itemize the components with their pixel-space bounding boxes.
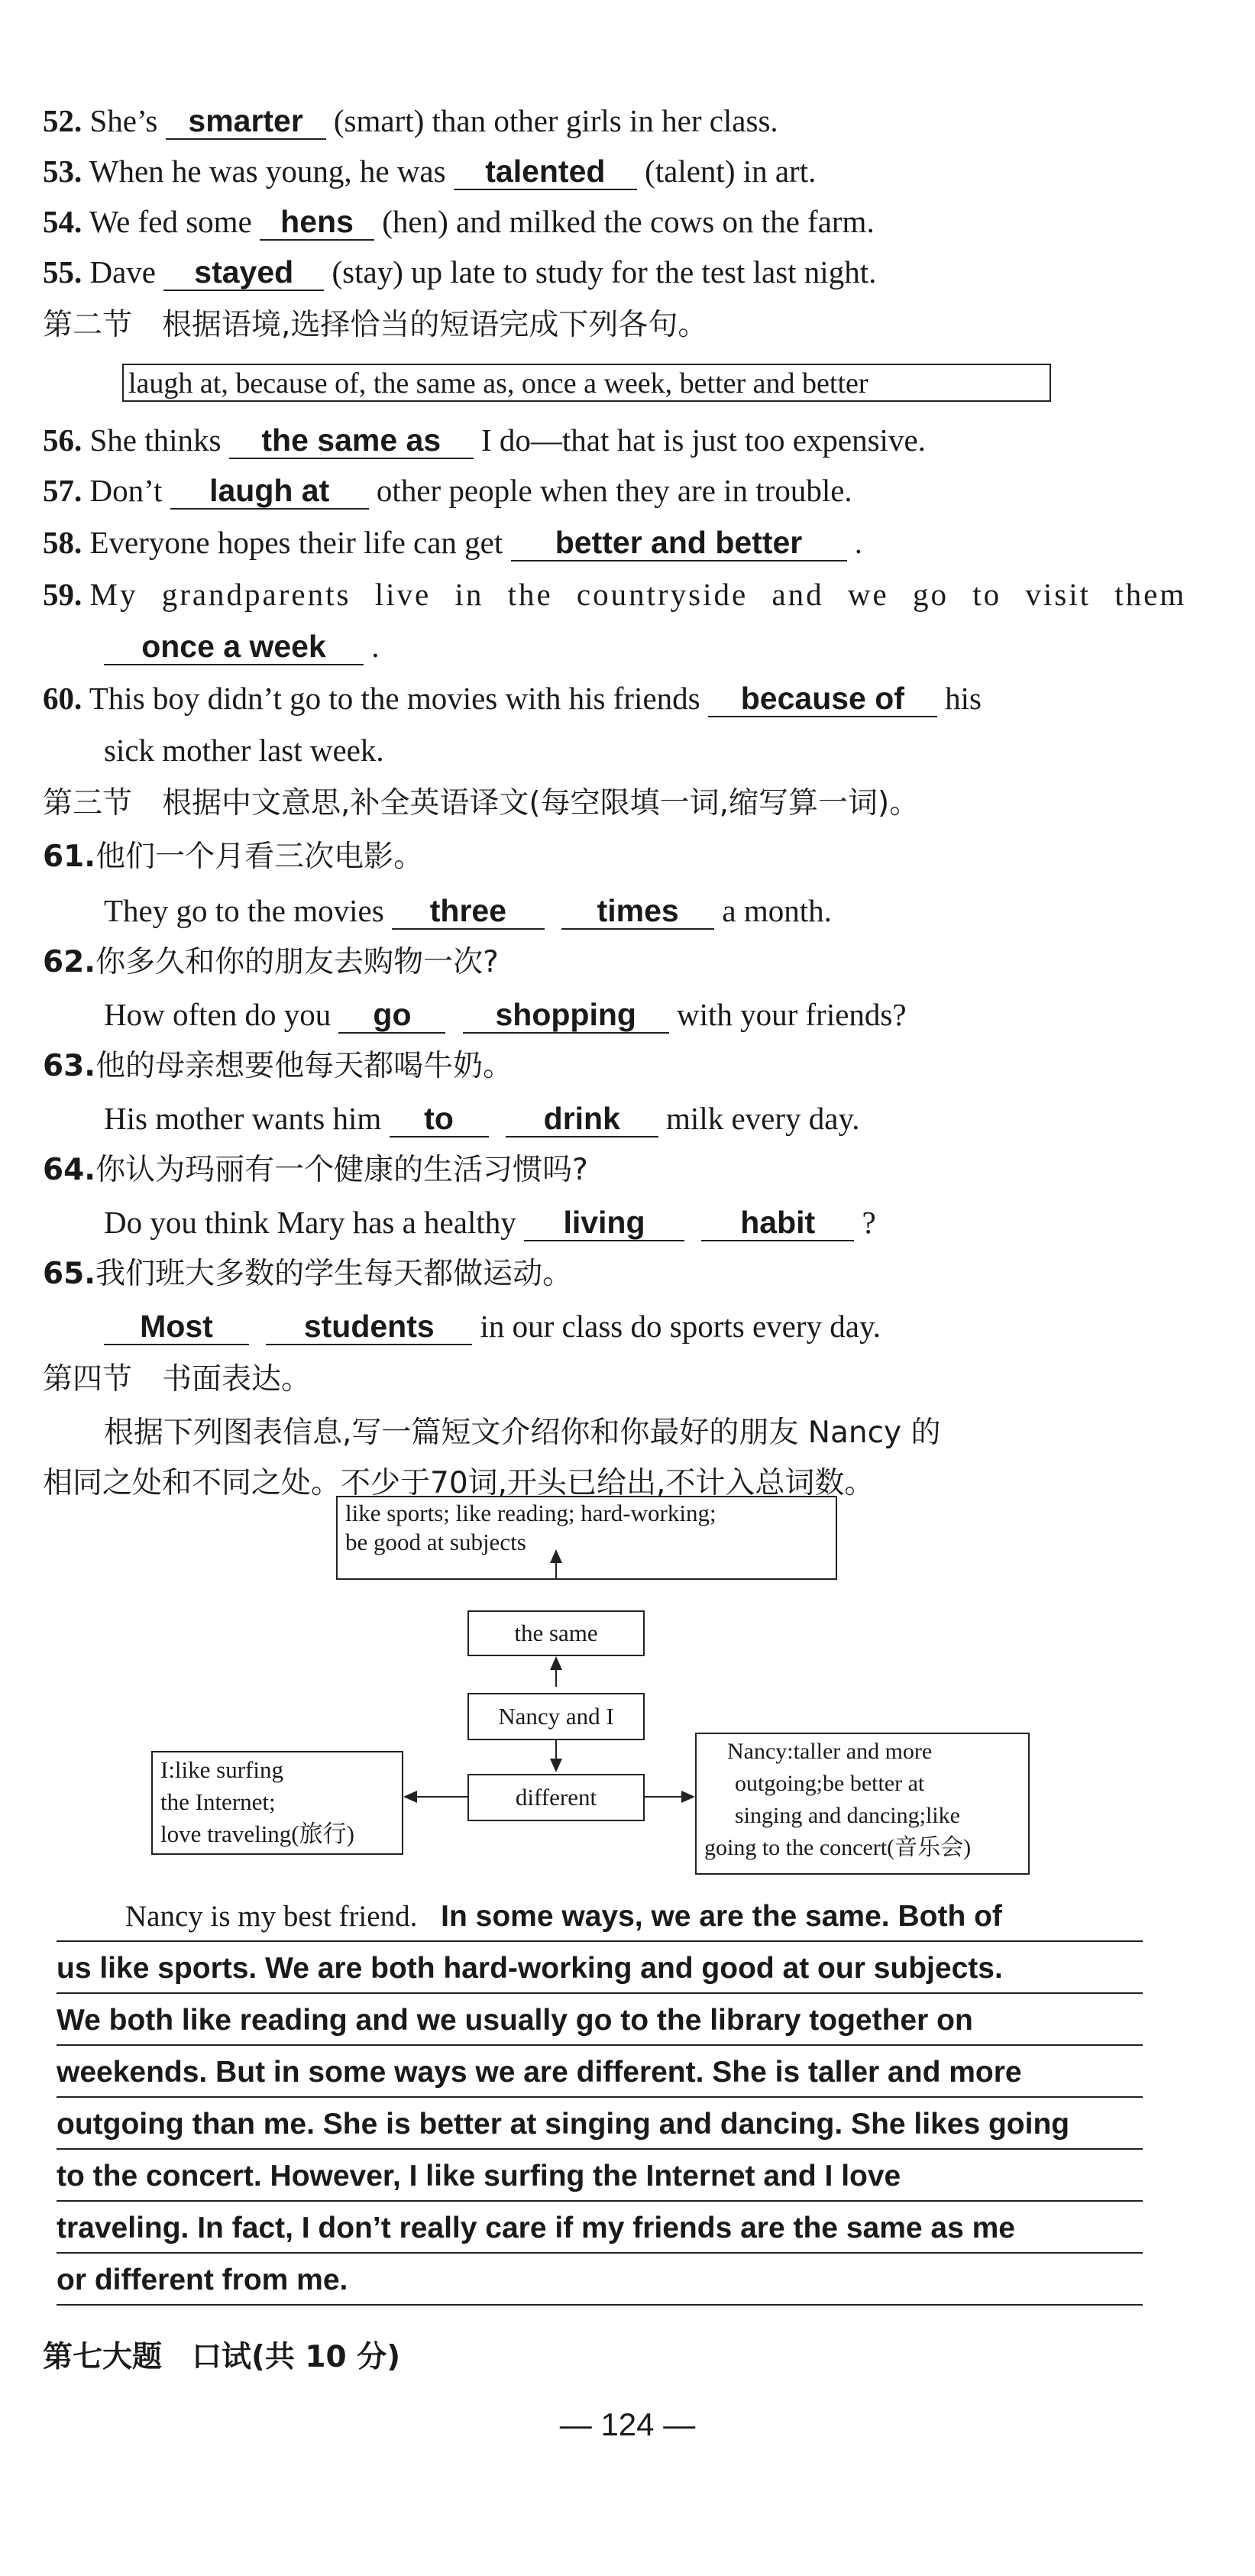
- section-3-heading: 第三节 根据中文意思,补全英语译文(每空限填一词,缩写算一词)。: [43, 786, 920, 820]
- answer-blank[interactable]: drink: [506, 1101, 658, 1138]
- question-64-zh: 64.你认为玛丽有一个健康的生活习惯吗?: [43, 1153, 588, 1187]
- answer-blank[interactable]: Most: [104, 1309, 249, 1345]
- essay-line-8: or different from me.: [57, 2258, 1143, 2306]
- answer-blank[interactable]: go: [338, 997, 445, 1034]
- section-4-heading: 第四节 书面表达。: [43, 1362, 312, 1396]
- diagram-box-same: the same: [467, 1610, 645, 1656]
- question-64-en: Do you think Mary has a healthy living habit ?: [104, 1205, 876, 1240]
- essay-line-5: outgoing than me. She is better at singing and dancing. She likes going: [57, 2102, 1143, 2150]
- diagram-box-different: different: [467, 1774, 645, 1821]
- essay-line-4: weekends. But in some ways we are different. She is taller and more: [57, 2050, 1143, 2098]
- writing-instruction-line-2: 相同之处和不同之处。不少于70词,开头已给出,不计入总词数。: [43, 1466, 875, 1500]
- question-52: 52. She’s smarter (smart) than other girls in her class.: [43, 103, 778, 138]
- question-56: 56. She thinks the same as I do—that hat is just too expensive.: [43, 422, 926, 458]
- question-65-zh: 65.我们班大多数的学生每天都做运动。: [43, 1257, 573, 1291]
- answer-blank[interactable]: times: [561, 893, 714, 930]
- writing-instruction-line-1: 根据下列图表信息,写一篇短文介绍你和你最好的朋友 Nancy 的: [104, 1416, 941, 1450]
- essay-line-3: We both like reading and we usually go to the library together on: [57, 1998, 1143, 2046]
- question-61-zh: 61.他们一个月看三次电影。: [43, 840, 424, 874]
- question-59: 59. My grandparents live in the countryside and we go to visit them: [43, 577, 1187, 612]
- essay-line-7: traveling. In fact, I don’t really care if my friends are the same as me: [57, 2206, 1143, 2254]
- question-62-en: How often do you go shopping with your friends?: [104, 997, 907, 1032]
- section-2-heading: 第二节 根据语境,选择恰当的短语完成下列各句。: [43, 308, 708, 342]
- question-55: 55. Dave stayed (stay) up late to study for the test last night.: [43, 254, 877, 290]
- answer-blank[interactable]: better and better: [511, 525, 847, 561]
- question-57: 57. Don’t laugh at other people when they are in trouble.: [43, 473, 852, 508]
- answer-blank[interactable]: once a week: [104, 629, 364, 665]
- word-bank-box: laugh at, because of, the same as, once a week, better and better: [122, 364, 1051, 402]
- question-60: 60. This boy didn’t go to the movies with his friends because of his: [43, 681, 982, 716]
- page-number: — 124 —: [559, 2406, 696, 2442]
- answer-blank[interactable]: the same as: [229, 422, 474, 459]
- answer-blank[interactable]: to: [390, 1101, 489, 1138]
- question-53: 53. When he was young, he was talented (talent) in art.: [43, 154, 817, 189]
- question-63-zh: 63.他的母亲想要他每天都喝牛奶。: [43, 1049, 513, 1083]
- essay-line-1: Nancy is my best friend. In some ways, we are the same. Both of: [57, 1895, 1143, 1942]
- diagram-box-common: like sports; like reading; hard-working; be good at subjects: [336, 1496, 837, 1580]
- answer-blank[interactable]: shopping: [463, 997, 669, 1034]
- answer-blank[interactable]: because of: [708, 681, 937, 717]
- question-63-en: His mother wants him to drink milk every day.: [104, 1101, 860, 1136]
- answer-blank[interactable]: laugh at: [170, 473, 369, 510]
- answer-blank[interactable]: smarter: [166, 103, 326, 140]
- section-7-heading: 第七大题 口试(共 10 分): [43, 2340, 401, 2374]
- answer-blank[interactable]: three: [392, 893, 545, 930]
- question-58: 58. Everyone hopes their life can get better and better .: [43, 525, 862, 560]
- essay-line-6: to the concert. However, I like surfing the Internet and I love: [57, 2154, 1143, 2202]
- question-61-en: They go to the movies three times a month.: [104, 893, 832, 928]
- question-60-cont: sick mother last week.: [104, 733, 384, 768]
- answer-blank[interactable]: stayed: [163, 254, 324, 291]
- essay-line-2: us like sports. We are both hard-working and good at our subjects.: [57, 1947, 1143, 1994]
- answer-blank[interactable]: habit: [701, 1205, 854, 1241]
- question-65-en: Most students in our class do sports every day.: [104, 1306, 881, 1346]
- answer-blank[interactable]: hens: [260, 204, 374, 241]
- answer-blank[interactable]: living: [524, 1205, 684, 1241]
- diagram-box-nancy: Nancy:taller and more outgoing;be better at singing and dancing;like going to the concert(音乐会): [695, 1733, 1030, 1875]
- answer-blank[interactable]: students: [266, 1309, 472, 1345]
- diagram-box-center: Nancy and I: [467, 1693, 645, 1740]
- question-62-zh: 62.你多久和你的朋友去购物一次?: [43, 945, 499, 979]
- answer-blank[interactable]: talented: [454, 154, 637, 190]
- diagram-box-me: I:like surfing the Internet; love traveling(旅行): [151, 1751, 403, 1855]
- question-54: 54. We fed some hens (hen) and milked the cows on the farm.: [43, 204, 875, 239]
- question-59-cont: once a week .: [104, 626, 380, 666]
